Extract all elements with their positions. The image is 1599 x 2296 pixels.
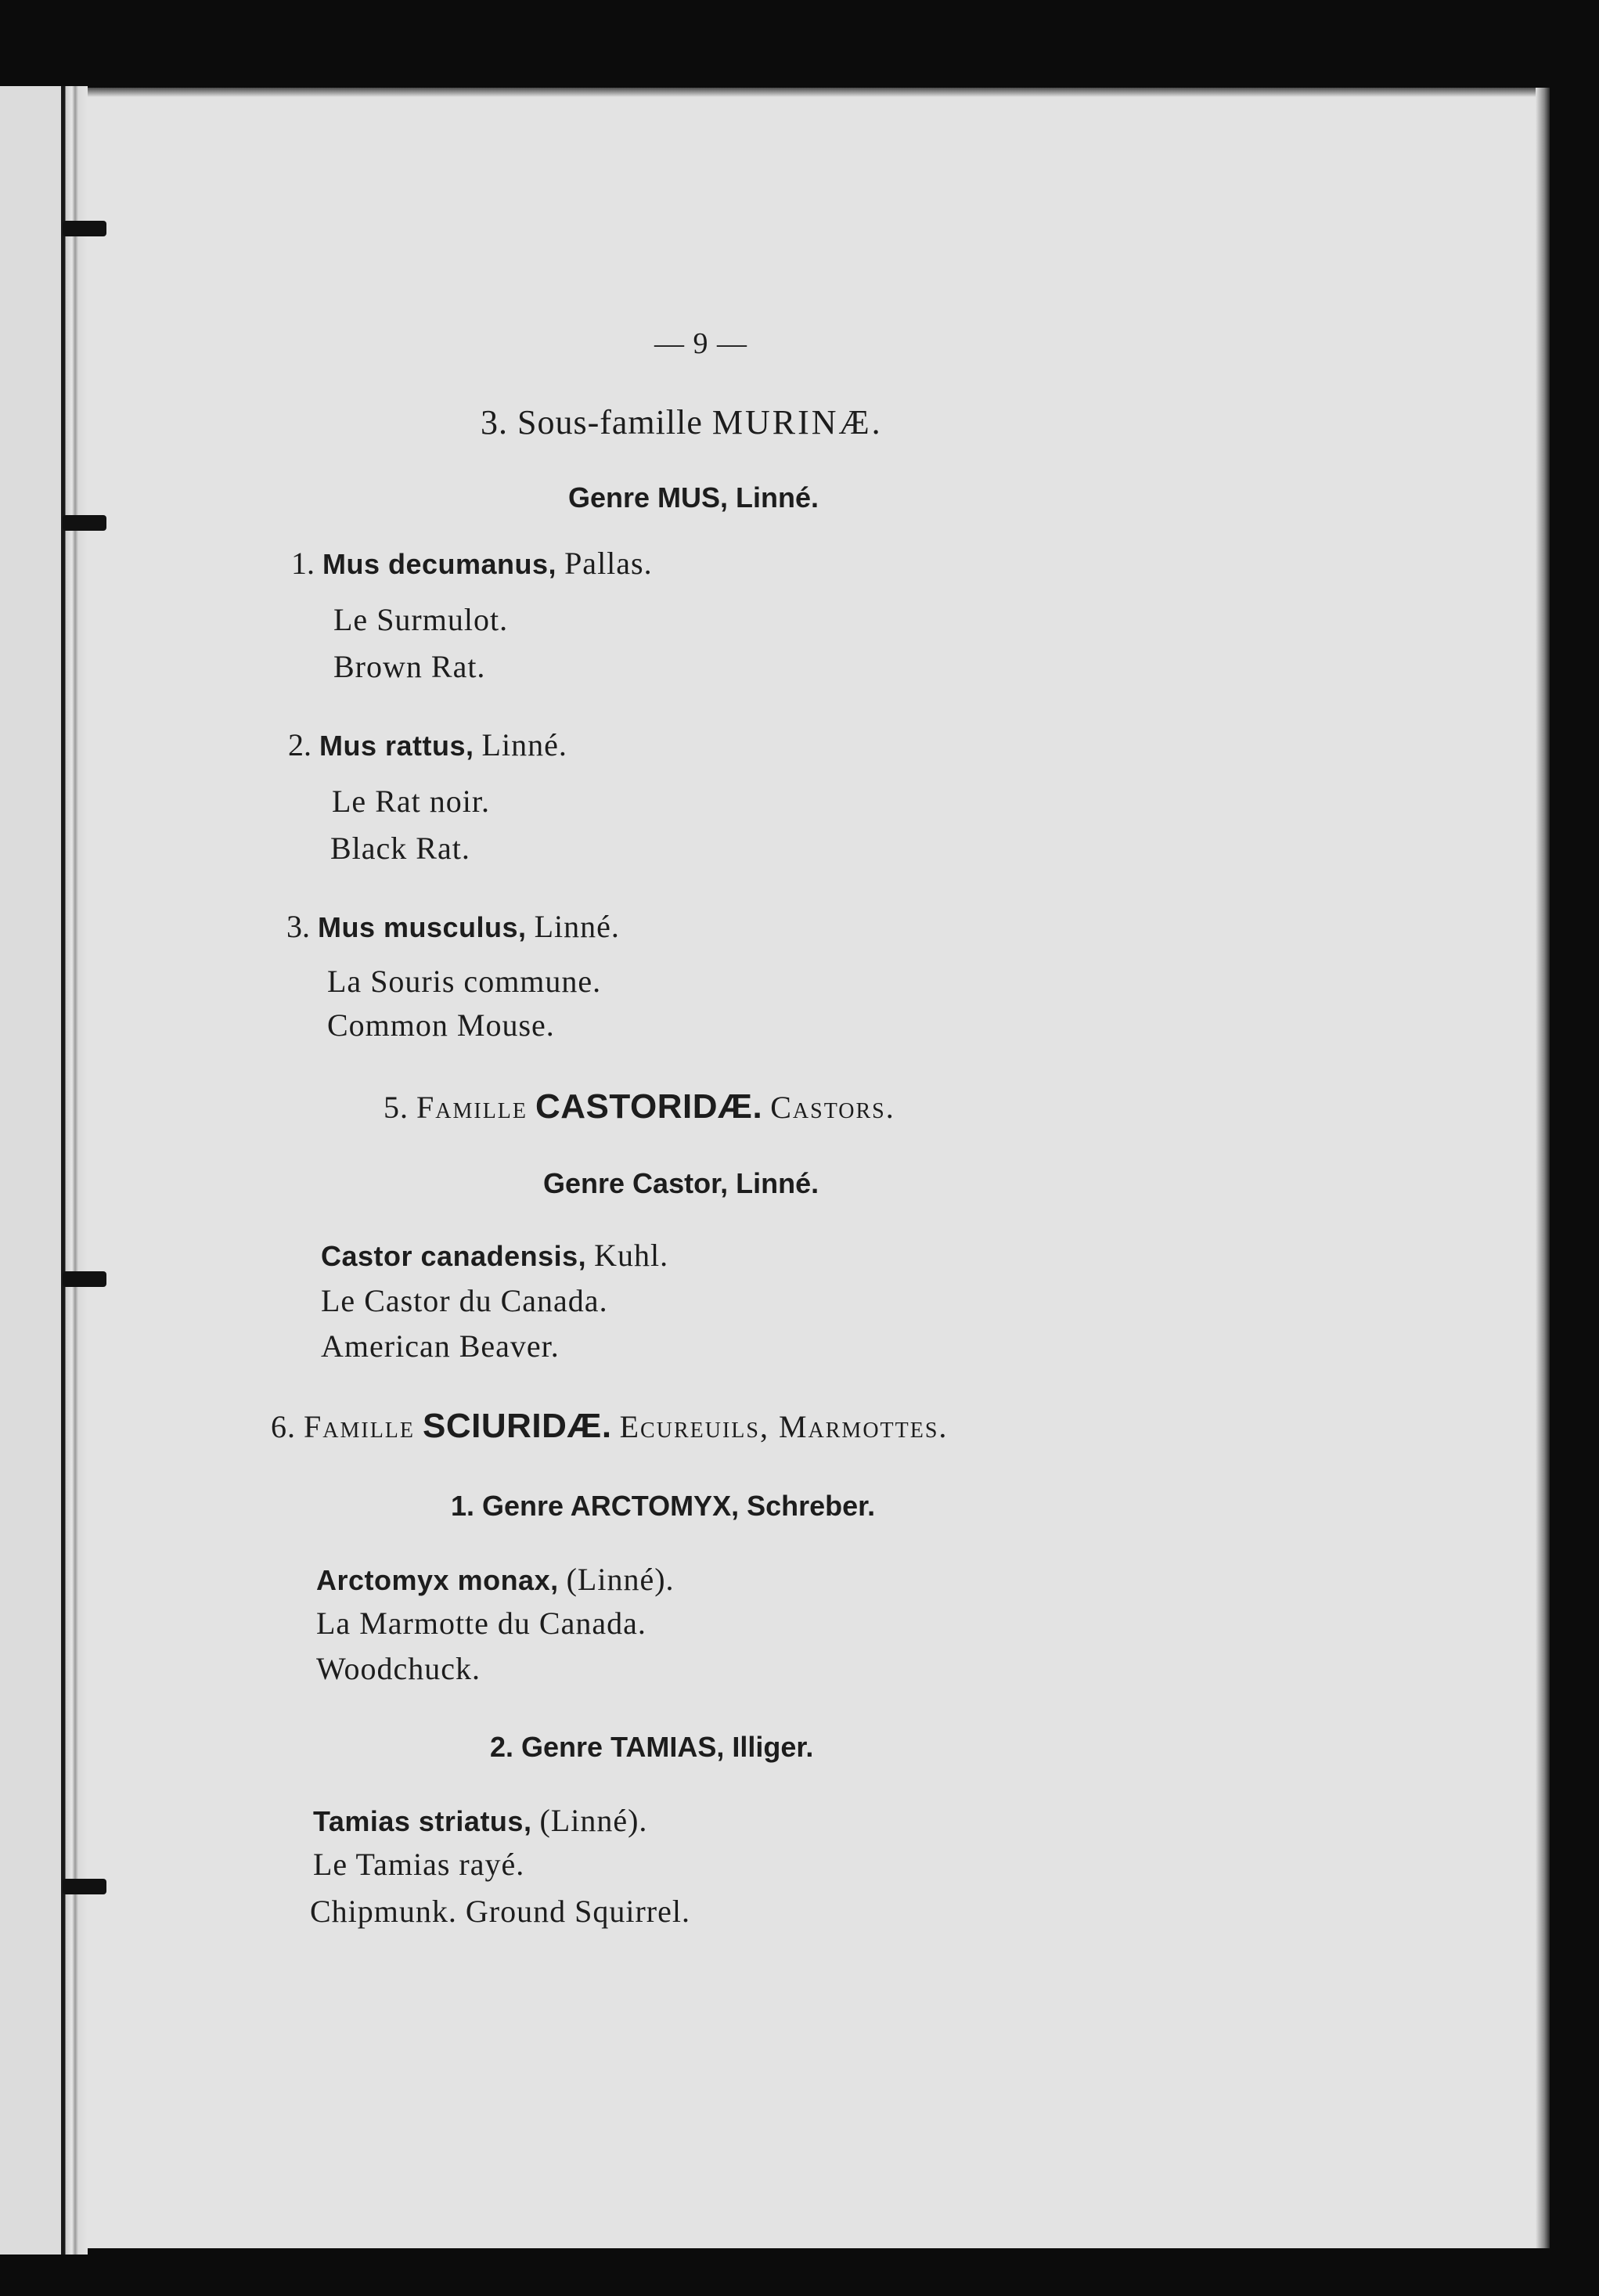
family-heading xyxy=(384,1087,895,1126)
binding-thread-mark xyxy=(63,1879,106,1894)
species-english-name: Chipmunk. Ground Squirrel. xyxy=(310,1894,690,1929)
species-entry-heading xyxy=(321,1240,668,1271)
species-author: Kuhl. xyxy=(594,1238,669,1273)
genre-heading: 1. Genre ARCTOMYX, Schreber. xyxy=(451,1490,876,1522)
species-entry-heading xyxy=(291,548,653,579)
subfamily-number: 3. xyxy=(481,403,508,442)
family-common-name: Ecureuils, Marmottes. xyxy=(619,1409,949,1444)
species-number: 1. xyxy=(291,546,315,581)
species-author: Linné. xyxy=(534,909,620,944)
subfamily-label: Sous-famille xyxy=(517,403,703,442)
family-number: 5. xyxy=(384,1090,409,1125)
species-entry-heading xyxy=(288,727,567,762)
family-label: Famille xyxy=(304,1409,415,1444)
binding-thread-mark xyxy=(63,221,106,236)
binding-thread-mark xyxy=(63,1271,106,1287)
species-author: Pallas. xyxy=(564,546,653,581)
species-french-name: Le Castor du Canada. xyxy=(321,1283,608,1318)
species-latin-name: Tamias striatus, xyxy=(313,1805,532,1837)
page-number: — 9 — xyxy=(654,327,747,360)
species-french-name: Le Rat noir. xyxy=(332,784,490,819)
book-spine xyxy=(61,86,88,2255)
page-right-shadow xyxy=(1536,88,1550,2248)
family-name: CASTORIDÆ. xyxy=(535,1087,763,1126)
family-label: Famille xyxy=(416,1090,528,1125)
binding-thread-mark xyxy=(63,515,106,531)
species-number: 2. xyxy=(288,727,312,762)
species-author: (Linné). xyxy=(539,1803,648,1838)
species-english-name: Woodchuck. xyxy=(316,1651,481,1686)
page-top-shadow xyxy=(75,88,1548,97)
genre-heading: 2. Genre TAMIAS, Illiger. xyxy=(490,1731,814,1763)
genre-heading: Genre MUS, Linné. xyxy=(568,481,819,514)
species-english-name: Common Mouse. xyxy=(327,1007,555,1043)
species-author: (Linné). xyxy=(566,1562,675,1597)
species-french-name: La Souris commune. xyxy=(327,964,602,999)
species-entry-heading xyxy=(313,1805,647,1836)
species-number: 3. xyxy=(286,909,310,944)
family-number: 6. xyxy=(271,1409,296,1444)
species-french-name: Le Tamias rayé. xyxy=(313,1847,525,1882)
family-heading xyxy=(271,1409,948,1444)
species-entry-heading xyxy=(316,1564,675,1595)
species-latin-name: Mus decumanus, xyxy=(322,548,557,580)
scan-bottom-border xyxy=(0,2255,1599,2296)
subfamily-name: MURINÆ. xyxy=(711,403,883,442)
species-author: Linné. xyxy=(481,727,567,762)
family-common-name: Castors. xyxy=(770,1090,895,1125)
species-french-name: La Marmotte du Canada. xyxy=(316,1606,646,1641)
family-name: SCIURIDÆ. xyxy=(423,1407,612,1445)
species-latin-name: Mus rattus, xyxy=(319,730,474,762)
subfamily-heading xyxy=(481,405,883,440)
species-french-name: Le Surmulot. xyxy=(333,602,509,637)
genre-heading: Genre Castor, Linné. xyxy=(543,1167,819,1199)
species-entry-heading xyxy=(286,911,620,943)
species-english-name: Black Rat. xyxy=(330,831,470,866)
species-english-name: Brown Rat. xyxy=(333,649,486,684)
species-latin-name: Castor canadensis, xyxy=(321,1240,587,1272)
species-english-name: American Beaver. xyxy=(321,1328,560,1364)
species-latin-name: Mus musculus, xyxy=(318,911,527,943)
species-latin-name: Arctomyx monax, xyxy=(316,1564,559,1596)
